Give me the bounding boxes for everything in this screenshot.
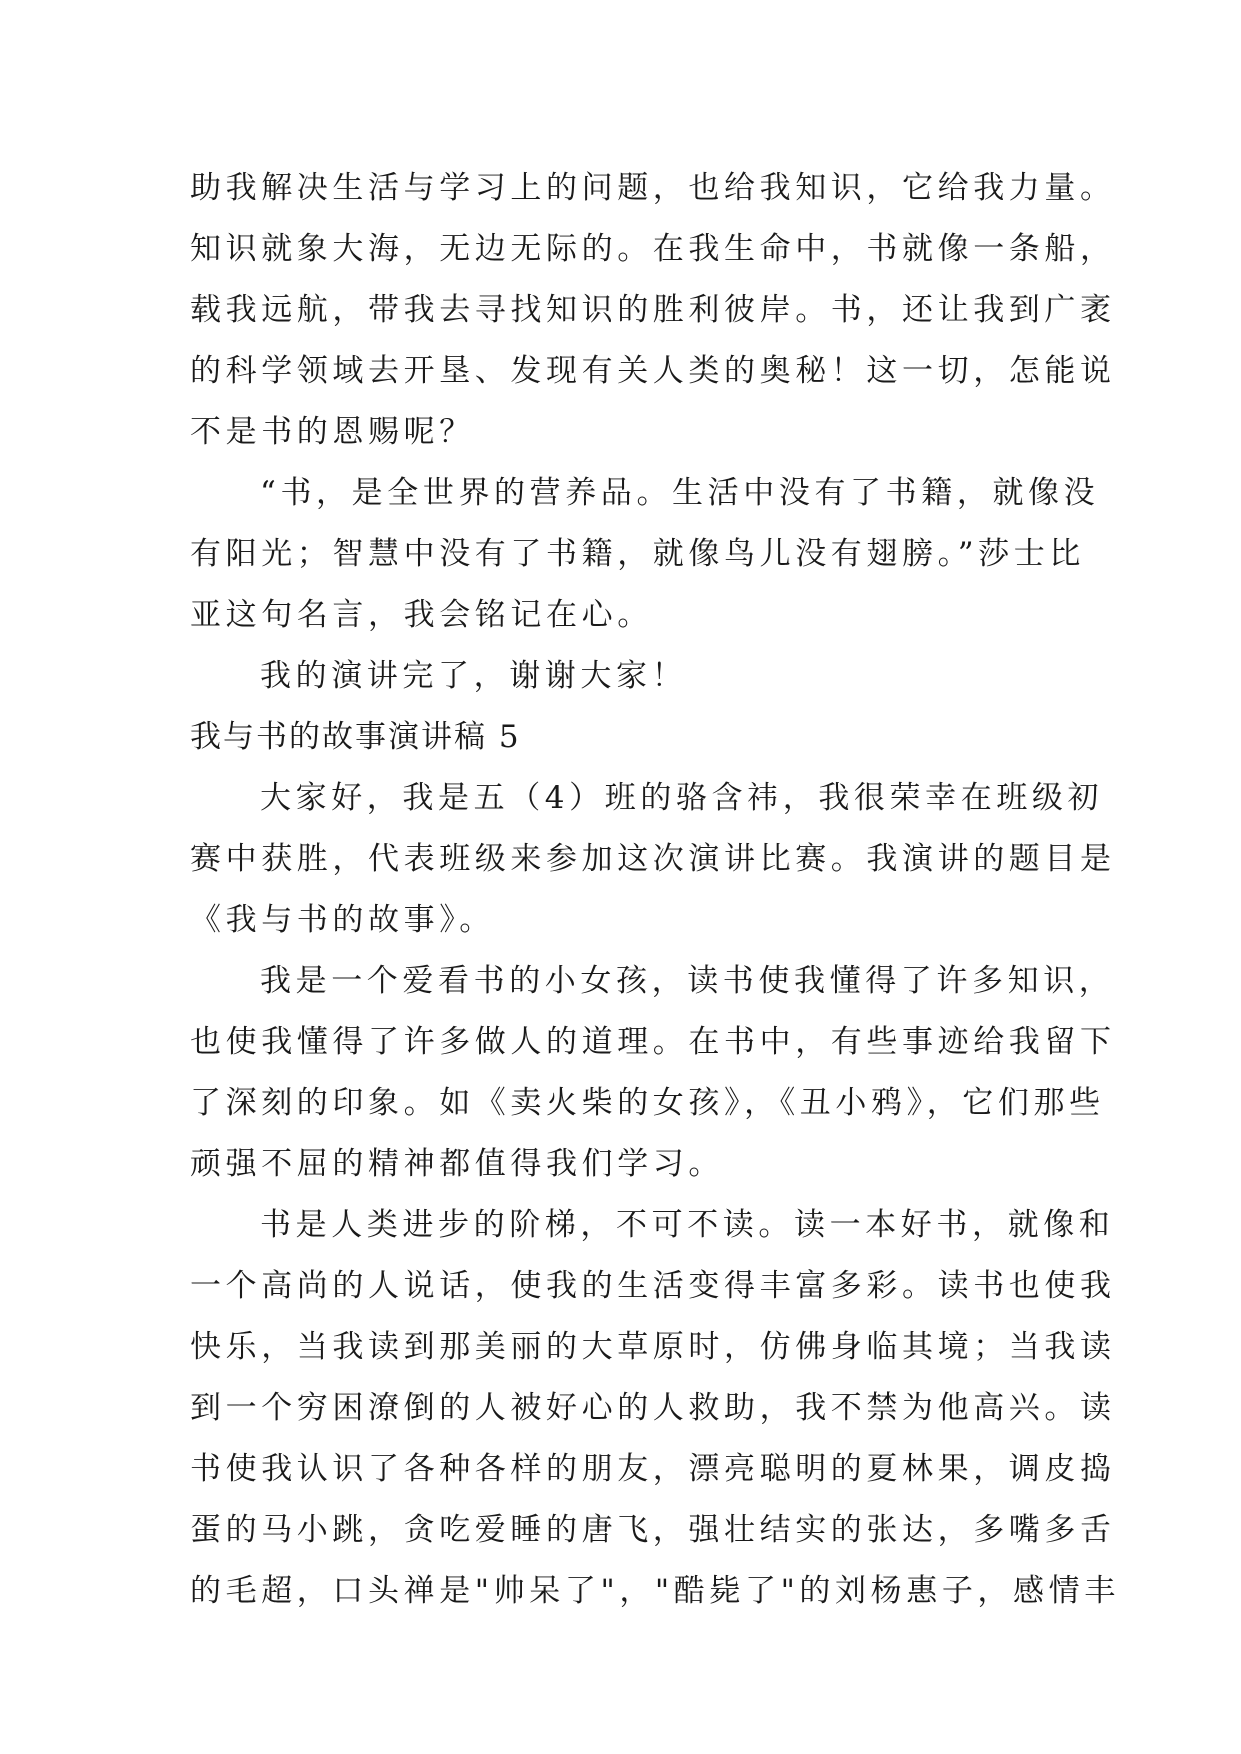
text-line: 的毛超，口头禅是"帅呆了"，"酷毙了"的刘杨惠子，感情丰 [190, 1573, 1120, 1609]
text-line: 的科学领域去开垦、发现有关人类的奥秘！这一切，怎能说 [190, 353, 1116, 389]
section-heading: 我与书的故事演讲稿 5 [190, 719, 521, 755]
text-line: 知识就象大海，无边无际的。在我生命中，书就像一条船， [190, 231, 1116, 267]
text-line: 我的演讲完了，谢谢大家！ [260, 658, 688, 694]
text-line: 书是人类进步的阶梯，不可不读。读一本好书，就像和 [260, 1207, 1115, 1243]
text-line: 一个高尚的人说话，使我的生活变得丰富多彩。读书也使我 [190, 1268, 1116, 1304]
text-line: 亚这句名言，我会铭记在心。 [190, 597, 653, 633]
text-line: 顽强不屈的精神都值得我们学习。 [190, 1146, 724, 1182]
text-line: 助我解决生活与学习上的问题，也给我知识，它给我力量。 [190, 170, 1116, 206]
text-line: 赛中获胜，代表班级来参加这次演讲比赛。我演讲的题目是 [190, 841, 1116, 877]
text-line: 了深刻的印象。如《卖火柴的女孩》，《丑小鸦》，它们那些 [190, 1085, 1105, 1121]
text-line: 载我远航，带我去寻找知识的胜利彼岸。书，还让我到广袤 [190, 292, 1116, 328]
document-body [190, 158, 1120, 1622]
text-line: 《我与书的故事》。 [190, 902, 495, 938]
text-line: 大家好，我是五（4）班的骆含祎，我很荣幸在班级初 [260, 780, 1104, 816]
text-line: 快乐，当我读到那美丽的大草原时，仿佛身临其境；当我读 [190, 1329, 1116, 1365]
text-line: 书使我认识了各种各样的朋友，漂亮聪明的夏林果，调皮捣 [190, 1451, 1116, 1487]
text-line: 也使我懂得了许多做人的道理。在书中，有些事迹给我留下 [190, 1024, 1116, 1060]
text-line: 我是一个爱看书的小女孩，读书使我懂得了许多知识， [260, 963, 1115, 999]
text-line: 有阳光；智慧中没有了书籍，就像鸟儿没有翅膀。”莎士比 [190, 536, 1085, 572]
text-line: “书，是全世界的营养品。生活中没有了书籍，就像没 [260, 475, 1100, 511]
text-line: 到一个穷困潦倒的人被好心的人救助，我不禁为他高兴。读 [190, 1390, 1116, 1426]
text-line: 蛋的马小跳，贪吃爱睡的唐飞，强壮结实的张达，多嘴多舌 [190, 1512, 1116, 1548]
text-line: 不是书的恩赐呢？ [190, 414, 475, 450]
